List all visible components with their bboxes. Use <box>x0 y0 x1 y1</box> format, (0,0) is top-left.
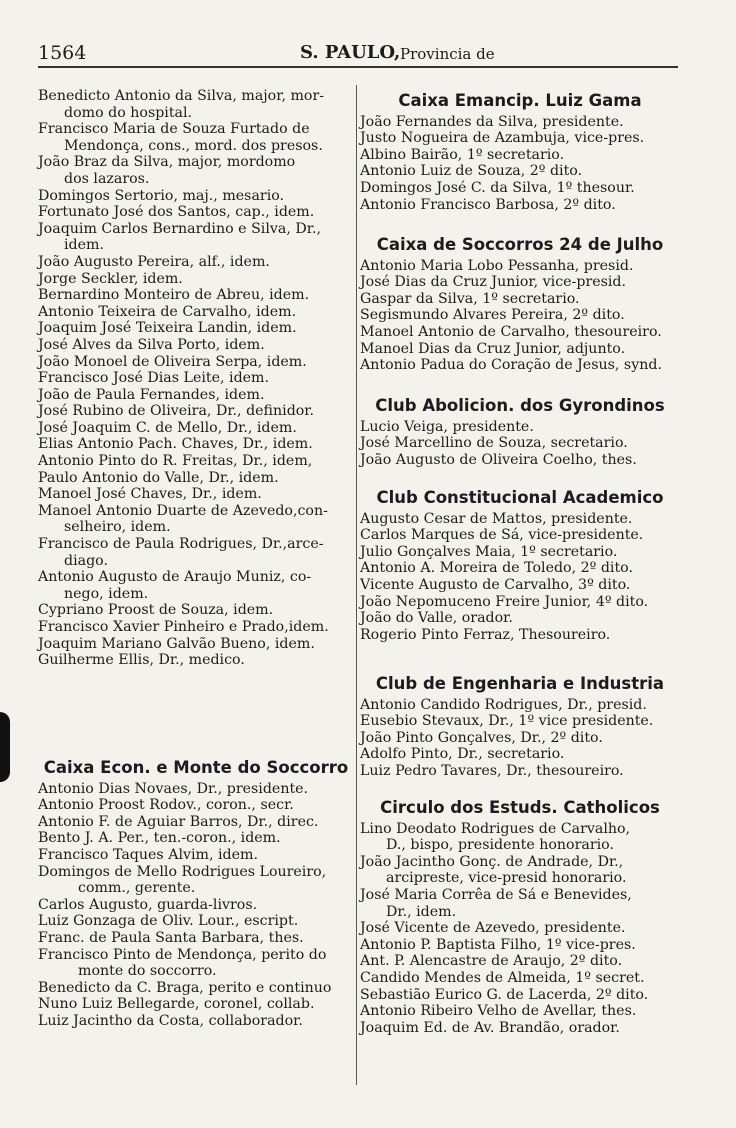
list-line: João do Valle, orador. <box>360 610 513 627</box>
section-title: Circulo dos Estuds. Catholicos <box>380 798 660 817</box>
list-line: Manoel Antonio de Carvalho, thesoureiro. <box>360 323 662 340</box>
list-line: Francisco Pinto de Mendonça, perito do <box>38 946 327 963</box>
list-line: Manoel Antonio Duarte de Azevedo,con- <box>38 502 328 519</box>
list-line: Benedicto Antonio da Silva, major, mor- <box>38 88 325 104</box>
list-line: Joaquim José Teixeira Landin, idem. <box>38 320 297 337</box>
header-rule <box>38 66 678 68</box>
list-line: Joaquim Ed. de Av. Brandão, orador. <box>360 1019 620 1036</box>
section-title: Club de Engenharia e Industria <box>375 674 665 693</box>
list-line: Justo Nogueira de Azambuja, vice-pres. <box>360 130 645 147</box>
list-line: monte do soccorro. <box>78 963 217 980</box>
binding-shadow <box>0 712 10 782</box>
list-line: Antonio Teixeira de Carvalho, idem. <box>38 303 297 320</box>
list-line: comm., gerente. <box>78 880 196 897</box>
list-line: José Rubino de Oliveira, Dr., definidor. <box>38 403 315 420</box>
list-line: João Nepomuceno Freire Junior, 4º dito. <box>360 593 649 610</box>
list-line: José Vicente de Azevedo, presidente. <box>360 920 626 937</box>
list-line: Albino Bairão, 1º secretario. <box>360 146 565 163</box>
list-line: José Maria Corrêa de Sá e Benevides, <box>360 886 632 903</box>
list-line: Antonio Padua do Coração de Jesus, synd. <box>360 357 662 374</box>
list-line: João Fernandes da Silva, presidente. <box>360 113 624 130</box>
list-line: Manoel José Chaves, Dr., idem. <box>38 486 262 503</box>
list-line: Benedicto da C. Braga, perito e continuo <box>38 979 332 996</box>
list-line: Gaspar da Silva, 1º secretario. <box>360 290 580 307</box>
list-line: Sebastião Eurico G. de Lacerda, 2º dito. <box>360 986 649 1003</box>
list-line: arcipreste, vice-presid honorario. <box>386 870 627 887</box>
list-line: Antonio P. Baptista Filho, 1º vice-pres. <box>360 936 636 953</box>
list-line: Eusebio Stevaux, Dr., 1º vice presidente. <box>360 713 654 730</box>
list-line: Antonio Maria Lobo Pessanha, presid. <box>360 257 634 274</box>
list-line: Francisco de Paula Rodrigues, Dr.,arce- <box>38 536 324 553</box>
list-line: domo do hospital. <box>64 104 193 121</box>
list-line: João Augusto Pereira, alf., idem. <box>38 253 270 270</box>
list-line: Lucio Veiga, presidente. <box>360 418 534 435</box>
list-line: João Pinto Gonçalves, Dr., 2º dito. <box>360 729 603 746</box>
section-title: Caixa de Soccorros 24 de Julho <box>376 235 664 254</box>
list-line: nego, idem. <box>64 585 149 602</box>
list-line: Luiz Gonzaga de Oliv. Lour., escript. <box>38 913 299 930</box>
list-line: Antonio Pinto do R. Freitas, Dr., idem, <box>38 453 313 470</box>
list-line: Antonio Dias Novaes, Dr., presidente. <box>38 780 309 797</box>
list-line: idem. <box>64 237 104 254</box>
list-line: Luiz Jacintho da Costa, collaborador. <box>38 1012 303 1029</box>
list-line: dos lazaros. <box>64 170 150 187</box>
list-line: João Braz da Silva, major, mordomo <box>38 154 296 171</box>
list-line: João Jacintho Gonç. de Andrade, Dr., <box>360 853 624 870</box>
list-line: Mendonça, cons., mord. dos presos. <box>64 137 323 154</box>
page-number: 1564 <box>38 42 87 64</box>
list-line: Antonio Candido Rodrigues, Dr., presid. <box>360 696 647 713</box>
list-line: José Marcellino de Souza, secretario. <box>360 435 628 452</box>
list-line: Domingos de Mello Rodrigues Loureiro, <box>38 863 327 880</box>
list-line: Fortunato José dos Santos, cap., idem. <box>38 204 315 221</box>
list-line: José Dias da Cruz Junior, vice-presid. <box>360 274 627 291</box>
running-subtitle: Provincia de <box>400 45 495 63</box>
list-line: João Augusto de Oliveira Coelho, thes. <box>360 451 637 468</box>
section-caixa-emancip <box>360 93 680 213</box>
section-title: Club Constitucional Academico <box>376 488 664 507</box>
section-club-constitucional <box>360 490 680 643</box>
section-title: Club Abolicion. dos Gyrondinos <box>375 396 665 415</box>
list-line: Francisco Taques Alvim, idem. <box>38 846 258 863</box>
page-header <box>38 42 688 66</box>
list-line: Rogerio Pinto Ferraz, Thesoureiro. <box>360 626 611 643</box>
list-line: Bento J. A. Per., ten.-coron., idem. <box>38 830 281 847</box>
column-divider <box>356 85 357 1085</box>
list-line: José Alves da Silva Porto, idem. <box>38 336 265 353</box>
list-line: Carlos Augusto, guarda-livros. <box>38 896 258 913</box>
list-line: Bernardino Monteiro de Abreu, idem. <box>38 287 310 304</box>
list-line: Guilherme Ellis, Dr., medico. <box>38 652 245 669</box>
running-title: S. PAULO, <box>300 42 401 63</box>
list-line: Manoel Dias da Cruz Junior, adjunto. <box>360 340 626 357</box>
list-line: Antonio F. de Aguiar Barros, Dr., direc. <box>38 813 319 830</box>
list-line: Paulo Antonio do Valle, Dr., idem. <box>38 469 279 486</box>
list-line: Julio Gonçalves Maia, 1º secretario. <box>360 543 618 560</box>
list-line: Augusto Cesar de Mattos, presidente. <box>360 510 633 527</box>
list-line: Luiz Pedro Tavares, Dr., thesoureiro. <box>360 762 624 779</box>
list-line: Franc. de Paula Santa Barbara, thes. <box>38 929 304 946</box>
list-line: José Joaquim C. de Mello, Dr., idem. <box>38 419 297 436</box>
list-line: Lino Deodato Rodrigues de Carvalho, <box>360 820 631 837</box>
list-line: Antonio Proost Rodov., coron., secr. <box>38 797 294 814</box>
list-line: Candido Mendes de Almeida, 1º secret. <box>360 969 645 986</box>
list-line: Antonio Augusto de Araujo Muniz, co- <box>38 569 312 586</box>
list-line: Antonio Ribeiro Velho de Avellar, thes. <box>360 1003 637 1020</box>
section-circulo-catholicos <box>360 800 680 1036</box>
section-caixa-soccorros <box>360 237 680 374</box>
list-line: Francisco José Dias Leite, idem. <box>38 370 270 387</box>
list-line: Elias Antonio Pach. Chaves, Dr., idem. <box>38 436 313 453</box>
left-column-list <box>38 88 354 669</box>
list-line: Carlos Marques de Sá, vice-presidente. <box>360 527 644 544</box>
list-line: João Monoel de Oliveira Serpa, idem. <box>38 353 307 370</box>
list-line: diago. <box>64 552 108 569</box>
list-line: Cypriano Proost de Souza, idem. <box>38 602 274 619</box>
list-line: Jorge Seckler, idem. <box>38 270 183 287</box>
section-title: Caixa Emancip. Luiz Gama <box>398 91 642 110</box>
list-line: Francisco Maria de Souza Furtado de <box>38 121 310 138</box>
list-line: Joaquim Mariano Galvão Bueno, idem. <box>38 635 315 652</box>
list-line: selheiro, idem. <box>64 519 171 536</box>
list-line: Antonio A. Moreira de Toledo, 2º dito. <box>360 560 633 577</box>
list-line: João de Paula Fernandes, idem. <box>38 386 265 403</box>
section-title: Caixa Econ. e Monte do Soccorro <box>43 758 349 777</box>
list-line: Vicente Augusto de Carvalho, 3º dito. <box>360 576 631 593</box>
section-caixa-econ <box>38 760 354 1030</box>
section-club-gyrondinos <box>360 398 680 468</box>
list-line: Adolfo Pinto, Dr., secretario. <box>360 746 565 763</box>
list-line: Segismundo Alvares Pereira, 2º dito. <box>360 307 625 324</box>
list-line: D., bispo, presidente honorario. <box>386 837 614 854</box>
list-line: Antonio Francisco Barbosa, 2º dito. <box>360 196 616 213</box>
list-line: Domingos Sertorio, maj., mesario. <box>38 187 285 204</box>
list-line: Joaquim Carlos Bernardino e Silva, Dr., <box>38 220 321 237</box>
list-line: Dr., idem. <box>386 903 457 920</box>
list-line: Nuno Luiz Bellegarde, coronel, collab. <box>38 996 315 1013</box>
list-line: Francisco Xavier Pinheiro e Prado,idem. <box>38 619 329 635</box>
list-line: Antonio Luiz de Souza, 2º dito. <box>360 163 583 180</box>
section-club-engenharia <box>360 676 680 780</box>
list-line: Domingos José C. da Silva, 1º thesour. <box>360 179 635 196</box>
list-line: Ant. P. Alencastre de Araujo, 2º dito. <box>360 953 623 970</box>
